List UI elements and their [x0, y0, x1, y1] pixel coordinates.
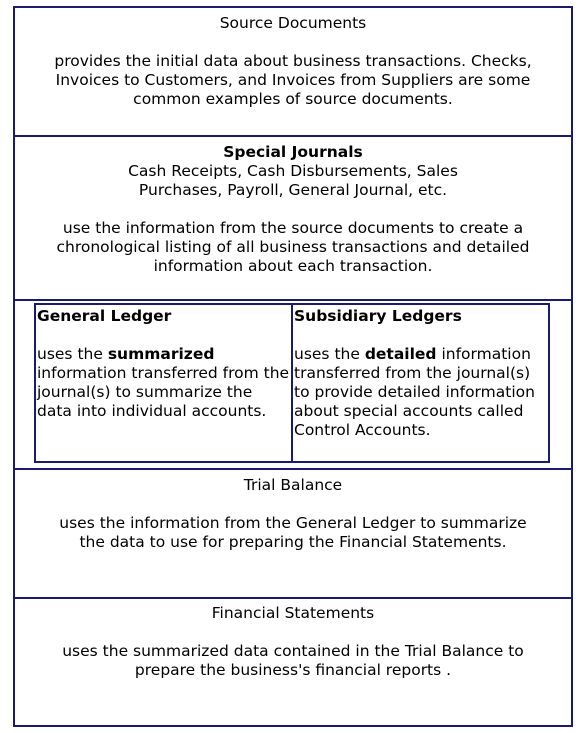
source-documents-heading: Source Documents [219, 14, 367, 32]
section-divider [15, 597, 571, 599]
special-journals-heading: Special Journals [223, 143, 363, 161]
subsidiary-ledgers-text-before: uses the [294, 345, 365, 363]
general-ledger-description [37, 345, 291, 421]
financial-statements-description: uses the summarized data contained in the Trial Balance to prepare the business's financial reports . [62, 642, 524, 679]
section-divider [15, 299, 571, 301]
subsidiary-ledgers-description [294, 345, 548, 440]
general-ledger-cell [36, 305, 293, 461]
general-ledger-emphasis: summarized [107, 345, 215, 363]
general-ledger-heading: General Ledger [37, 307, 172, 325]
trial-balance-section [15, 476, 571, 552]
financial-statements-section [15, 604, 571, 680]
special-journals-section [15, 143, 571, 276]
trial-balance-description: uses the information from the General Ledger to summarize the data to use for preparing the Financial Statements. [59, 514, 527, 551]
subsidiary-ledgers-cell [293, 305, 548, 461]
source-documents-description: provides the initial data about business transactions. Checks, Invoices to Customers, and Invoices from Suppliers are some common examples of source documents. [54, 52, 532, 108]
subsidiary-ledgers-emphasis: detailed [364, 345, 437, 363]
subsidiary-ledgers-heading: Subsidiary Ledgers [294, 307, 462, 325]
general-ledger-text-after: information transferred from the journal(s) to summarize the data into individual accounts. [37, 364, 290, 420]
ledgers-table [34, 303, 550, 463]
special-journals-description: use the information from the source documents to create a chronological listing of all business transactions and detailed information about each transaction. [56, 219, 530, 275]
general-ledger-text-before: uses the [37, 345, 108, 363]
section-divider [15, 135, 571, 137]
financial-statements-heading: Financial Statements [211, 604, 375, 622]
source-documents-section [15, 14, 571, 109]
subsidiary-ledgers-text-after: information transferred from the journal(s) to provide detailed information about special accounts called Control Accounts. [294, 345, 535, 439]
section-divider [15, 468, 571, 470]
trial-balance-heading: Trial Balance [243, 476, 343, 494]
flowchart-frame [13, 6, 573, 727]
special-journals-list: Cash Receipts, Cash Disbursements, Sales Purchases, Payroll, General Journal, etc. [128, 162, 458, 199]
